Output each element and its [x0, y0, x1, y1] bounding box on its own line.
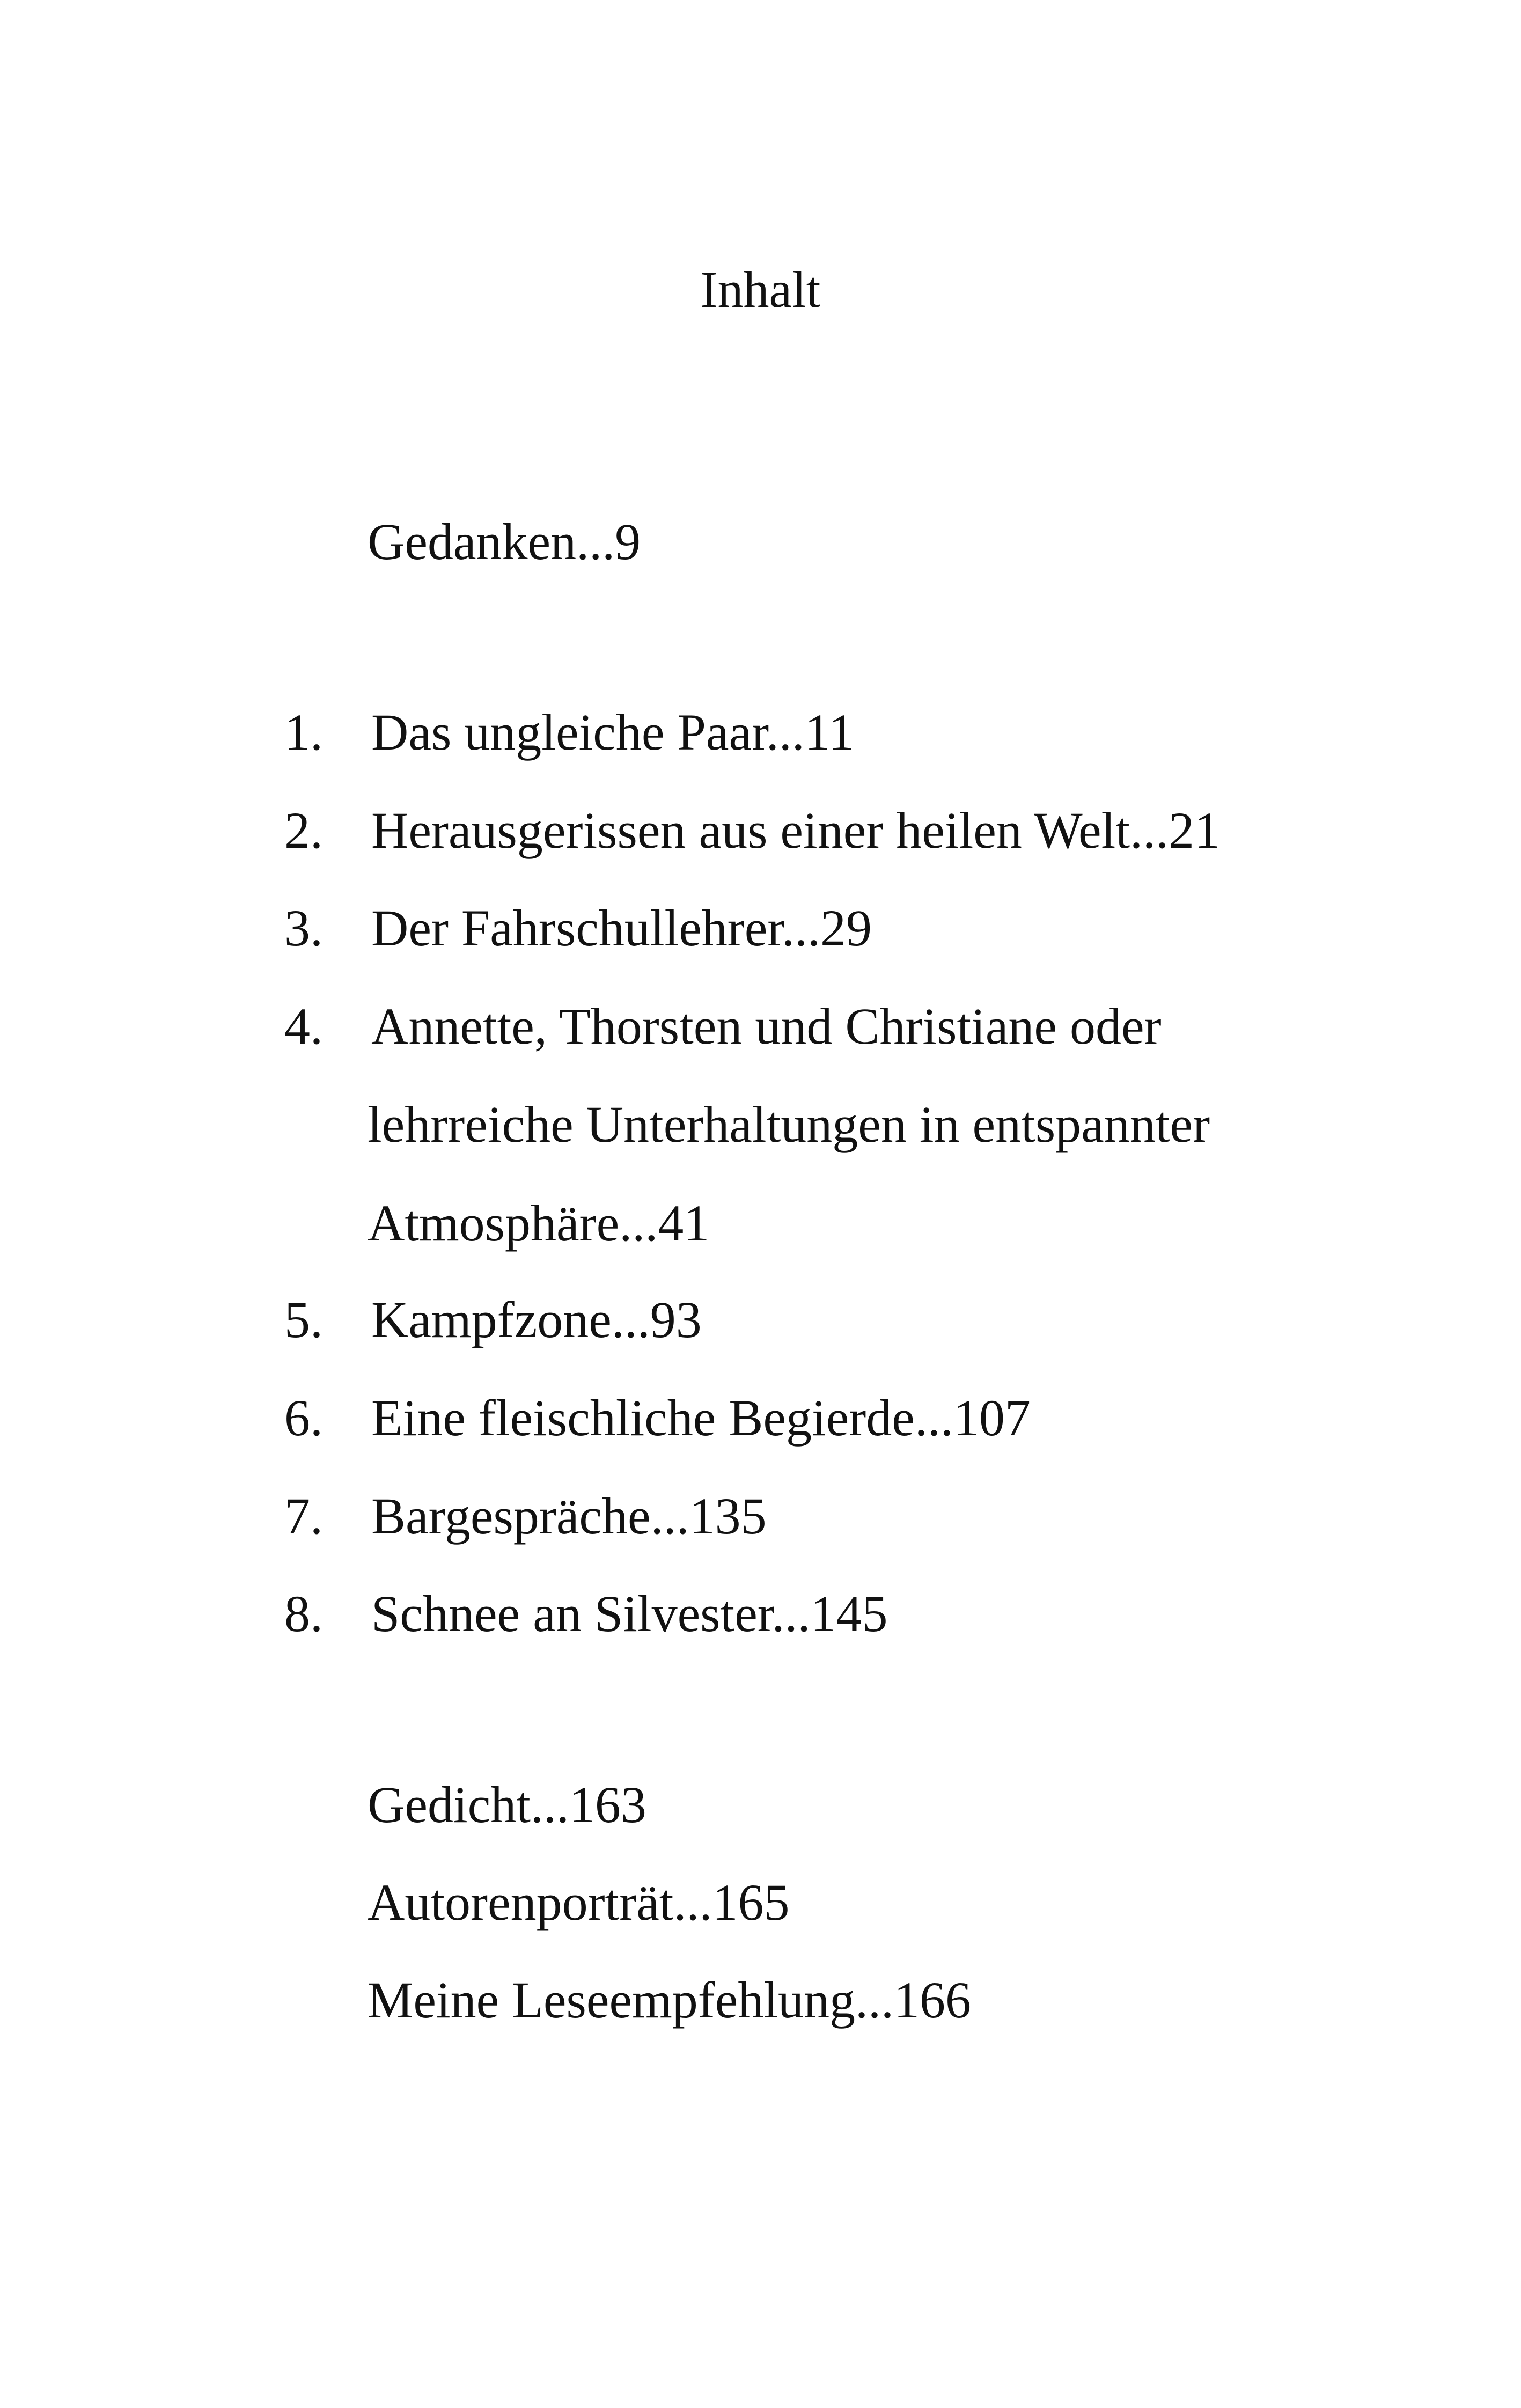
toc-item-4-continuation: lehrreiche Unterhaltungen in entspannter — [368, 1096, 1210, 1153]
toc-item-4 — [284, 994, 1162, 1059]
toc-item-4-continuation: Atmosphäre...41 — [368, 1194, 710, 1252]
item-number: 6. — [284, 1389, 323, 1447]
toc-entry-preface: Gedanken...9 — [368, 513, 641, 570]
item-number: 3. — [284, 899, 323, 957]
item-label: Kampfzone...93 — [371, 1291, 702, 1348]
toc-item-1 — [284, 700, 854, 765]
toc-entry-appendix: Autorenporträt...165 — [368, 1874, 790, 1931]
item-number: 1. — [284, 703, 323, 761]
item-number: 8. — [284, 1585, 323, 1642]
toc-item-5 — [284, 1288, 702, 1352]
toc-entry-appendix: Gedicht...163 — [368, 1776, 646, 1833]
toc-item-8 — [284, 1582, 887, 1646]
toc-item-7 — [284, 1484, 767, 1548]
item-label: Annette, Thorsten und Christiane oder — [371, 997, 1162, 1055]
toc-item-6 — [284, 1386, 1031, 1450]
item-label: Der Fahrschullehrer...29 — [371, 899, 872, 957]
item-number: 7. — [284, 1487, 323, 1545]
toc-item-2 — [284, 798, 1220, 863]
toc-entry-appendix: Meine Leseempfehlung...166 — [368, 1971, 971, 2029]
item-number: 2. — [284, 802, 323, 859]
item-label: Das ungleiche Paar...11 — [371, 703, 855, 761]
toc-item-3 — [284, 896, 872, 960]
item-label: Herausgerissen aus einer heilen Welt...21 — [371, 802, 1220, 859]
item-number: 4. — [284, 997, 323, 1055]
item-number: 5. — [284, 1291, 323, 1348]
item-label: Eine fleischliche Begierde...107 — [371, 1389, 1031, 1447]
item-label: Schnee an Silvester...145 — [371, 1585, 888, 1642]
page-title: Inhalt — [700, 261, 821, 318]
item-label: Bargespräche...135 — [371, 1487, 767, 1545]
